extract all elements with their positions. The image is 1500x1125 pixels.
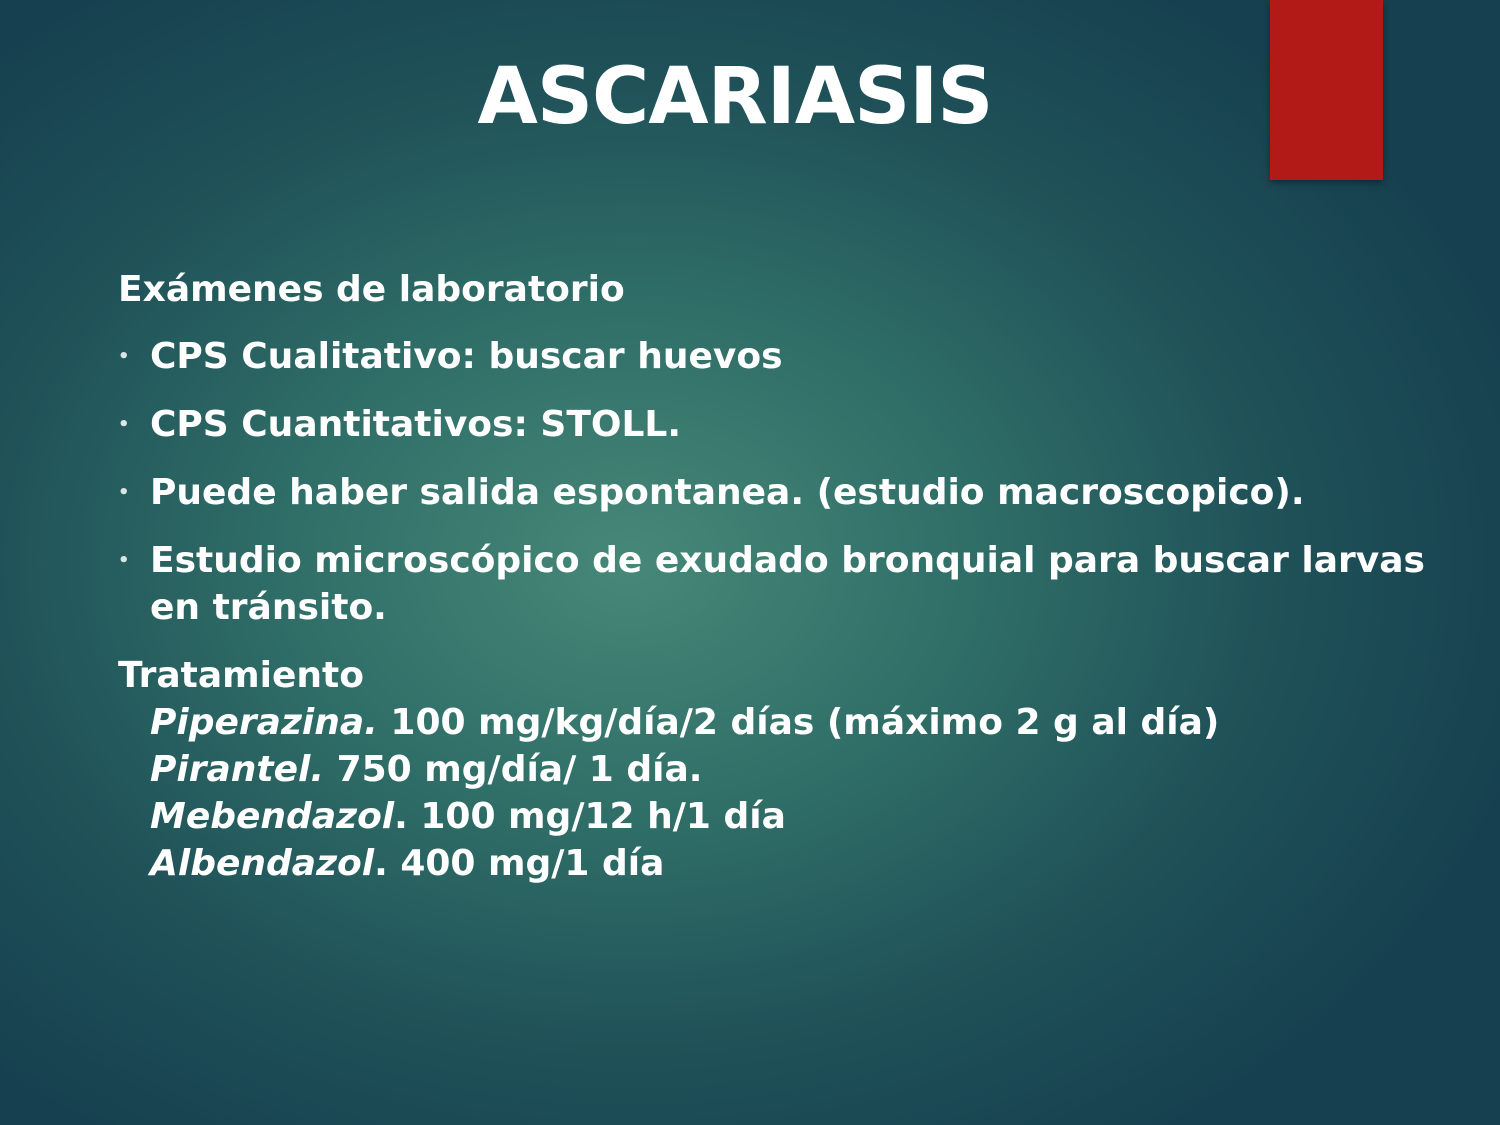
treatment-section [118,652,1458,887]
slide-title: ASCARIASIS [477,52,993,142]
drug-name: Pirantel. [150,749,325,790]
list-item-text: CPS Cuantitativos: STOLL. [150,404,682,445]
drug-dose: . 400 mg/1 día [374,843,665,884]
treatment-heading: Tratamiento [118,655,364,696]
treatment-line [118,746,1458,793]
list-item [118,537,1458,631]
bullet-dot-icon: • [118,346,130,367]
treatment-line [118,699,1458,746]
bullet-dot-icon: • [118,550,130,571]
exams-list [118,333,1458,631]
bullet-dot-icon: • [118,482,130,503]
list-item-text: CPS Cualitativo: buscar huevos [150,336,783,377]
drug-dose: 750 mg/día/ 1 día. [324,749,703,790]
drug-name: Mebendazol [150,796,395,837]
exams-heading: Exámenes de laboratorio [118,269,625,310]
list-item [118,333,1458,380]
drug-dose: 100 mg/kg/día/2 días (máximo 2 g al día) [377,702,1220,743]
list-item [118,401,1458,448]
drug-name: Albendazol [150,843,375,884]
list-item [118,469,1458,516]
slide-body [118,266,1458,887]
treatment-line [118,793,1458,840]
list-item-text: Puede haber salida espontanea. (estudio macroscopico). [150,472,1305,513]
drug-dose: . 100 mg/12 h/1 día [394,796,786,837]
treatment-line [118,840,1458,887]
list-item-text: Estudio microscópico de exudado bronquial para buscar larvas en tránsito. [150,540,1425,628]
bullet-dot-icon: • [118,414,130,435]
drug-name: Piperazina. [150,702,378,743]
